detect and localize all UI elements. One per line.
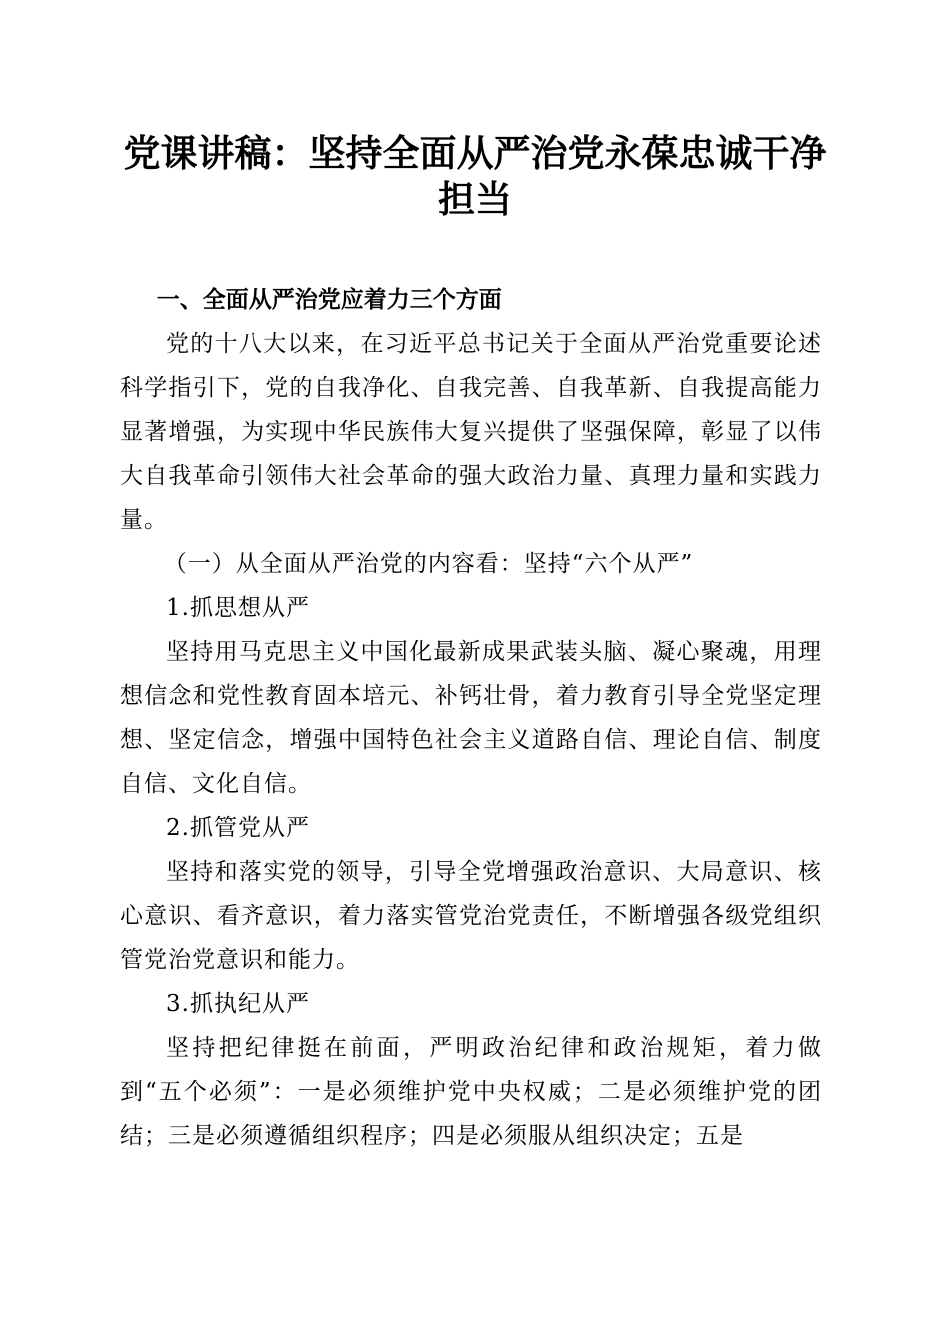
document-body (120, 278, 822, 1158)
item-2-title: 2.抓管党从严 (166, 815, 310, 841)
section-heading: 一、全面从严治党应着力三个方面 (156, 287, 502, 313)
item-3-paragraph: 坚持把纪律挺在前面，严明政治纪律和政治规矩，着力做到“五个必须”：一是必须维护党中央权威；二是必须维护党的团结；三是必须遵循组织程序；四是必须服从组织决定；五是 (120, 1035, 822, 1149)
document-title: 党课讲稿：坚持全面从严治党永葆忠诚干净担当 (123, 131, 827, 221)
item-1-title: 1.抓思想从严 (166, 595, 310, 621)
subsection-heading: （一）从全面从严治党的内容看：坚持“六个从严” (163, 551, 694, 577)
intro-paragraph: 党的十八大以来，在习近平总书记关于全面从严治党重要论述科学指引下，党的自我净化、自我完善、自我革新、自我提高能力显著增强，为实现中华民族伟大复兴提供了坚强保障，彰显了以伟大自我革命引领伟大社会革命的强大政治力量、真理力量和实践力量。 (120, 331, 822, 533)
item-3-title: 3.抓执纪从严 (166, 991, 310, 1017)
item-1-paragraph: 坚持用马克思主义中国化最新成果武装头脑、凝心聚魂，用理想信念和党性教育固本培元、补钙壮骨，着力教育引导全党坚定理想、坚定信念，增强中国特色社会主义道路自信、理论自信、制度自信、文化自信。 (120, 639, 822, 797)
item-2-paragraph: 坚持和落实党的领导，引导全党增强政治意识、大局意识、核心意识、看齐意识，着力落实管党治党责任，不断增强各级党组织管党治党意识和能力。 (120, 859, 822, 973)
